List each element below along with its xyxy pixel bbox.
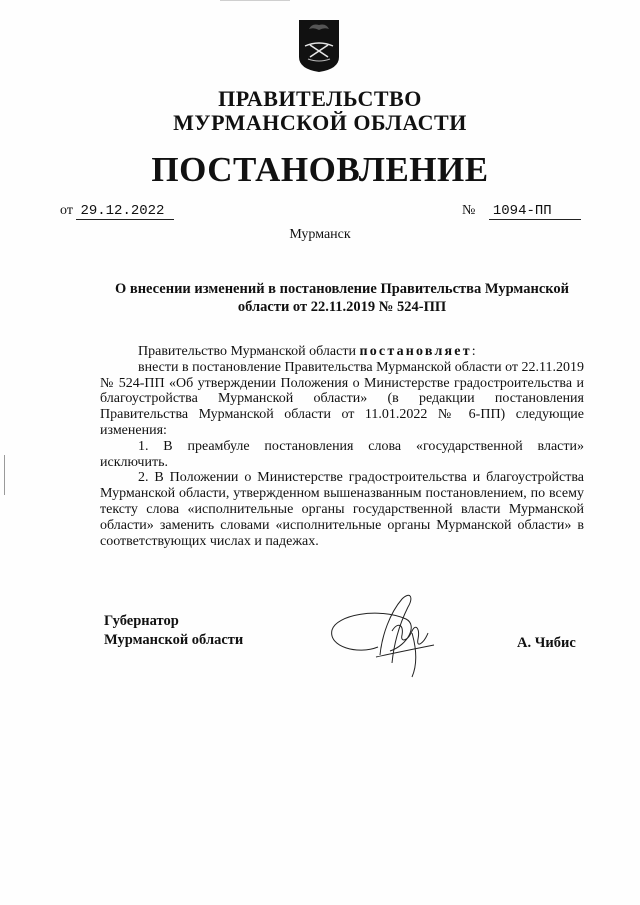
scan-artifact-top xyxy=(220,0,290,4)
item-1-paragraph: 1. В преамбуле постановления слова «государственной власти» исключить. xyxy=(100,438,584,470)
document-subject xyxy=(100,280,584,316)
intro-lead: Правительство Мурманской области xyxy=(138,344,360,359)
date-value: 29.12.2022 xyxy=(76,203,174,220)
intro-colon: : xyxy=(471,344,476,359)
signatory-role xyxy=(104,612,243,650)
government-title-line2: МУРМАНСКОЙ ОБЛАСТИ xyxy=(173,110,467,135)
subject-line2: области от 22.11.2019 № 524-ПП xyxy=(237,299,447,315)
signatory-role-line2: Мурманской области xyxy=(104,632,244,648)
date-prefix: от xyxy=(60,203,73,218)
intro-paragraph xyxy=(100,344,584,360)
number-prefix: № xyxy=(462,203,476,218)
item-2-paragraph: 2. В Положении о Министерстве градостроительства и благоустройства Мурманской области, утвержденном вышеназванным постановлением, по всему тексту слова «исполнительные органы государственной власти Мурманской области» заменить словами «исполнительные органы Мурманской области» в соответствующих числах и падежах. xyxy=(100,470,584,549)
intro-decree-word: постановляет xyxy=(359,344,472,359)
document-date xyxy=(60,203,174,220)
scan-artifact-left xyxy=(4,455,5,495)
number-value: 1094-ПП xyxy=(489,203,581,220)
main-paragraph: внести в постановление Правительства Мурманской области от 22.11.2019 № 524-ПП «Об утверждении Положения о Министерстве градостроительства и благоустройства Мурманской области» (в редакции постановления Правительства Мурманской области от 11.01.2022 № 6-ПП) следующие изменения: xyxy=(100,359,584,438)
document-body xyxy=(100,344,584,549)
signatory-name: А. Чибис xyxy=(517,635,576,651)
coat-of-arms-icon xyxy=(298,19,340,73)
handwritten-signature-icon xyxy=(318,585,458,685)
subject-line1: О внесении изменений в постановление Правительства Мурманской xyxy=(114,281,570,297)
document-number xyxy=(462,203,581,220)
signatory-role-line1: Губернатор xyxy=(104,613,179,629)
government-title-line1: ПРАВИТЕЛЬСТВО xyxy=(218,86,422,111)
document-city: Мурманск xyxy=(289,227,351,242)
document-type-title: ПОСТАНОВЛЕНИЕ xyxy=(151,150,489,189)
